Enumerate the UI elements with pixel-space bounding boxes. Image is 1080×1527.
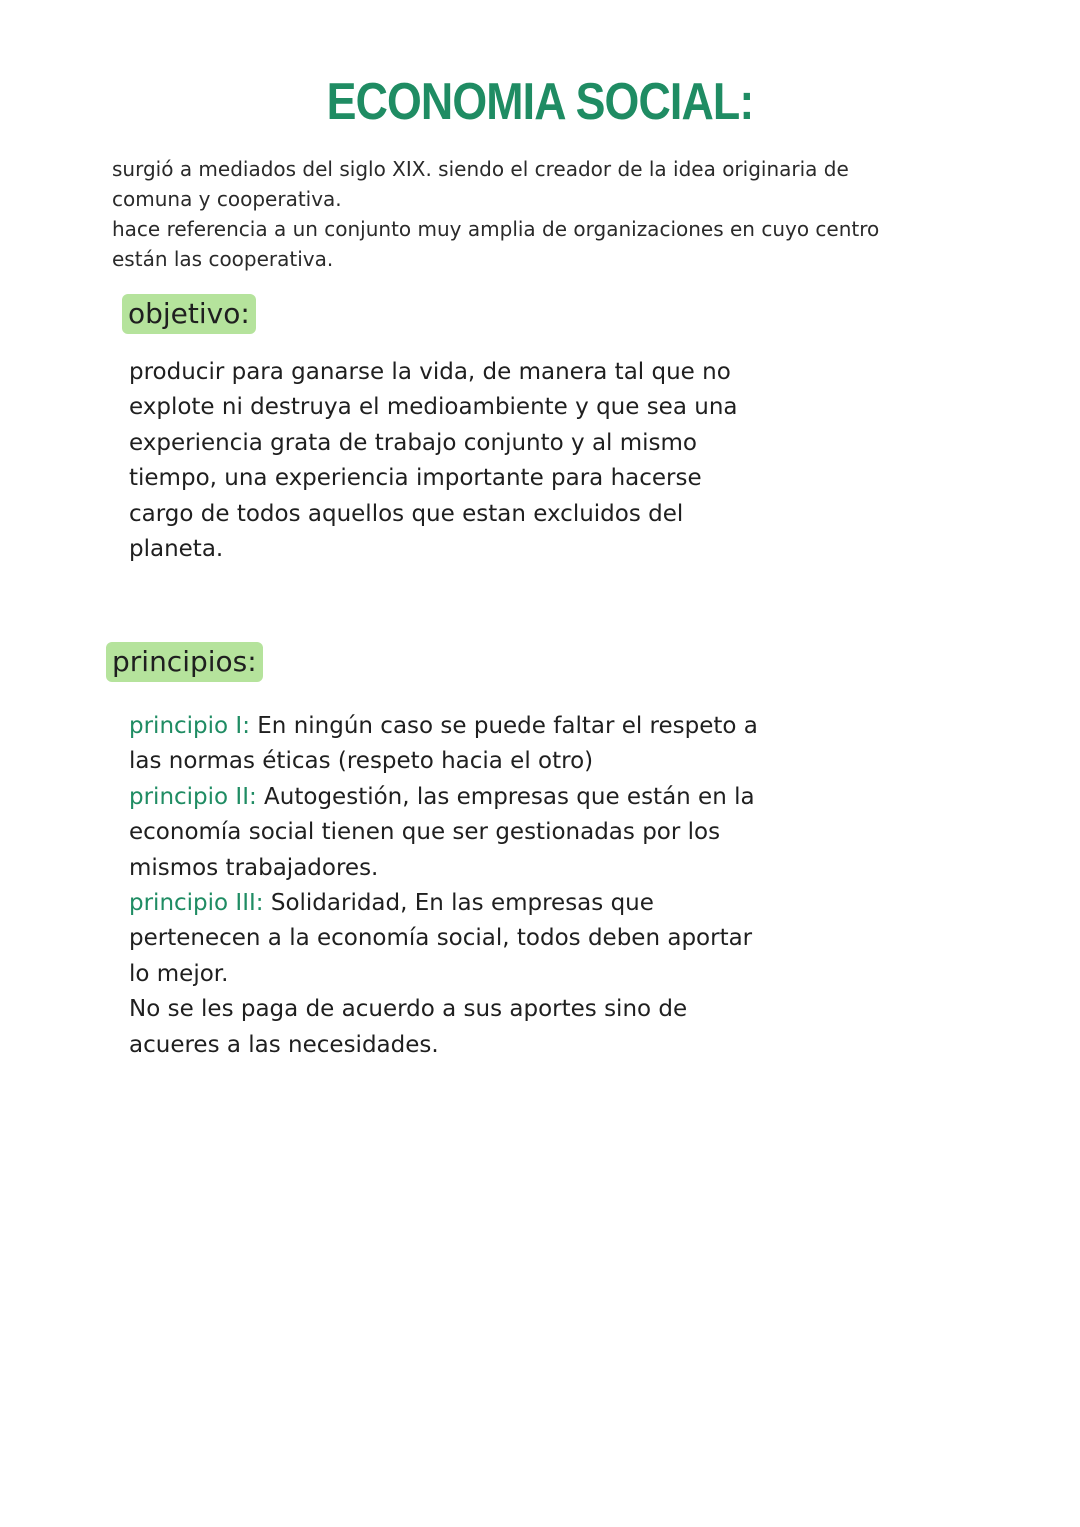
principios-heading: principios: bbox=[106, 642, 263, 682]
principios-closing bbox=[129, 992, 829, 1063]
intro-paragraph-origin: surgió a mediados del siglo XIX. siendo el creador de la idea originaria de comuna y cooperativa. bbox=[112, 157, 849, 211]
principio-text: Solidaridad, En las empresas que bbox=[263, 890, 654, 917]
objetivo-heading: objetivo: bbox=[122, 294, 256, 334]
principio-line: lo mejor. bbox=[129, 960, 229, 987]
intro-section bbox=[112, 154, 912, 274]
principio-text: Autogestión, las empresas que están en la bbox=[256, 783, 755, 810]
principios-list bbox=[129, 709, 829, 1063]
principio-line: las normas éticas (respeto hacia el otro) bbox=[129, 748, 594, 775]
closing-line: acueres a las necesidades. bbox=[129, 1031, 439, 1058]
page-title: ECONOMIA SOCIAL: bbox=[326, 73, 754, 131]
principio-name: principio III: bbox=[129, 890, 264, 917]
objetivo-line: explote ni destruya el medioambiente y que sea una bbox=[129, 394, 738, 421]
principio-line bbox=[129, 886, 829, 921]
objetivo-line: experiencia grata de trabajo conjunto y al mismo bbox=[129, 429, 698, 456]
objetivo-text bbox=[129, 355, 829, 567]
principio-item bbox=[129, 886, 829, 992]
principio-item bbox=[129, 780, 829, 886]
principio-name: principio II: bbox=[129, 783, 257, 810]
principio-line: pertenecen a la economía social, todos deben aportar bbox=[129, 925, 753, 952]
objetivo-line: cargo de todos aquellos que estan excluidos del bbox=[129, 500, 684, 527]
objetivo-line: tiempo, una experiencia importante para hacerse bbox=[129, 465, 702, 492]
intro-paragraph-definition: hace referencia a un conjunto muy amplia de organizaciones en cuyo centro están las cooperativa. bbox=[112, 217, 880, 271]
principio-text: En ningún caso se puede faltar el respeto a bbox=[249, 713, 758, 739]
principio-item bbox=[129, 709, 829, 780]
objetivo-line: producir para ganarse la vida, de manera tal que no bbox=[129, 359, 731, 385]
principio-name: principio I: bbox=[129, 713, 250, 739]
principio-line bbox=[129, 709, 829, 744]
closing-line: No se les paga de acuerdo a sus aportes sino de bbox=[129, 996, 688, 1023]
objetivo-line: planeta. bbox=[129, 536, 224, 563]
principio-line: mismos trabajadores. bbox=[129, 854, 379, 881]
principio-line bbox=[129, 780, 829, 815]
principio-line: economía social tienen que ser gestionadas por los bbox=[129, 819, 721, 846]
